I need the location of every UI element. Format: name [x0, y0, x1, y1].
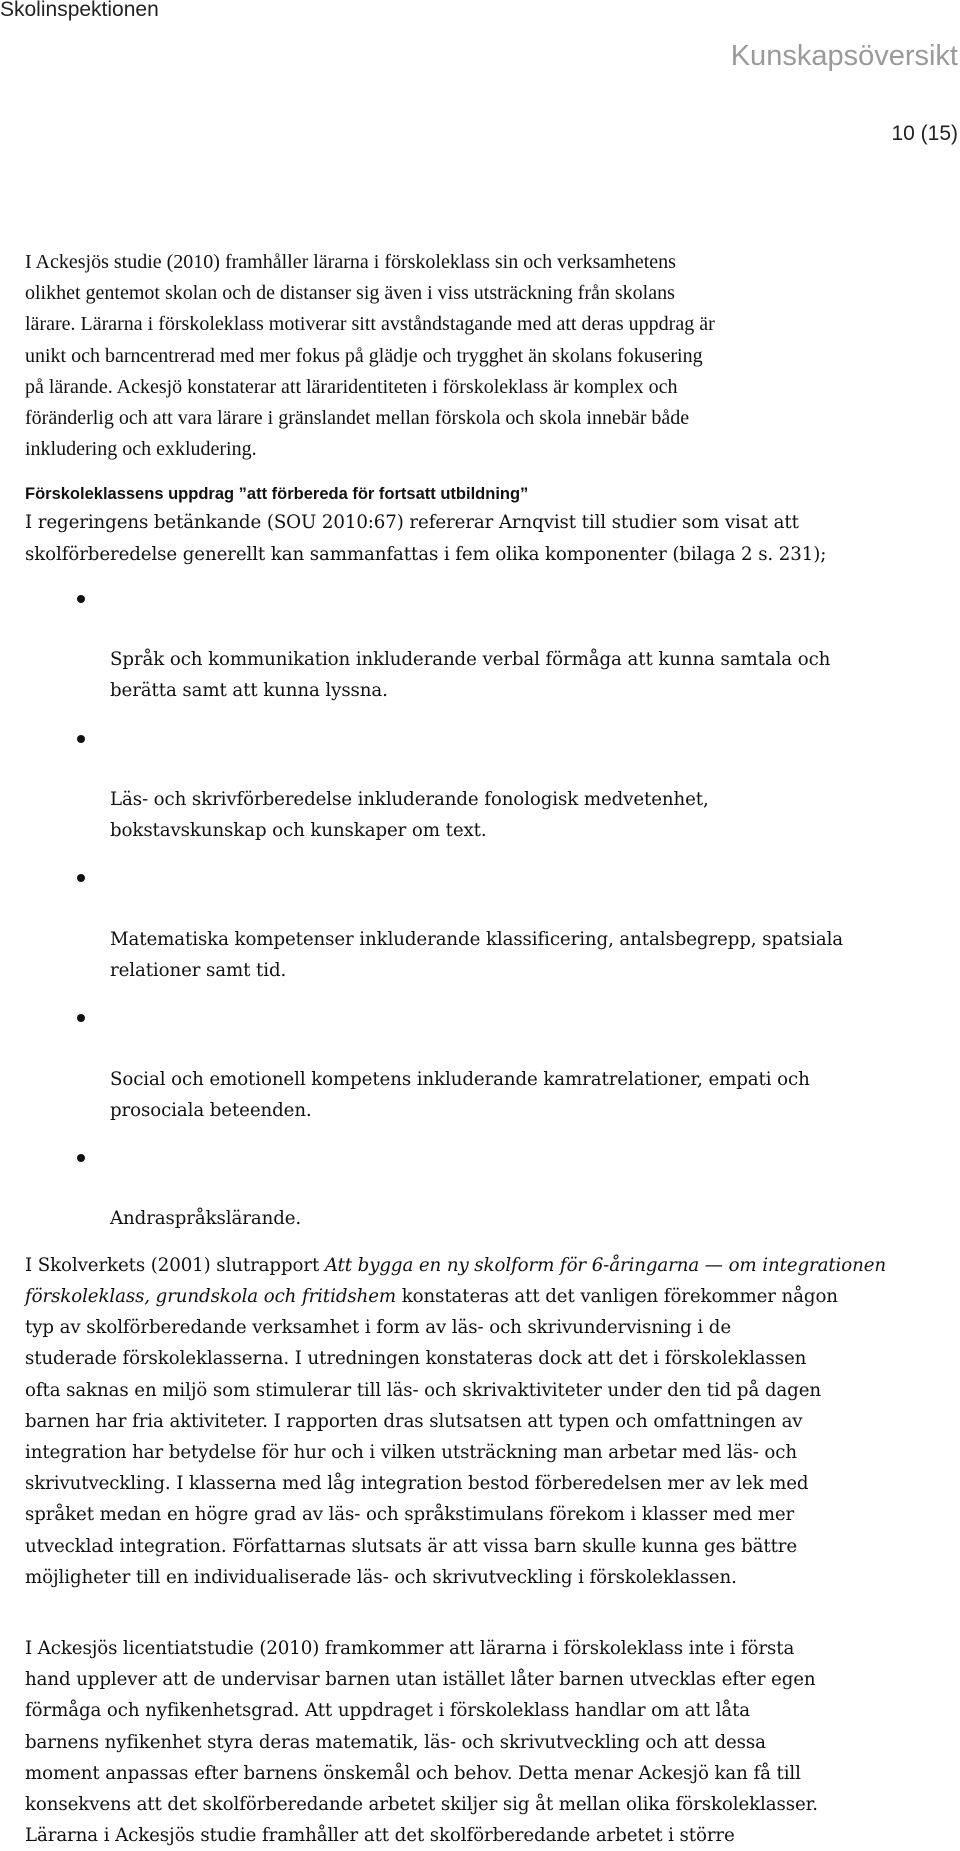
bullet-icon: [77, 595, 85, 603]
list-item-text: Matematiska kompetenser inkluderande klassificering, antalsbegrepp, spatsiala relationer samt tid.: [110, 928, 844, 982]
paragraph-ackesjo-study: I Ackesjös studie (2010) framhåller lärarna i förskoleklass sin och verksamhetens olikhet gentemot skolan och de distanser sig även i viss utsträckning från skolans lärare. Lärarna i förskoleklass motiverar sitt avståndstagande med att deras uppdrag är unikt och barncentrerad med mer fokus på glädje och trygghet än skolans fokusering på lärande. Ackesjö konstaterar att läraridentiteten i förskoleklass är komplex och föränderlig och att vara lärare i gränslandet mellan förskola och skola innebär både inkludering och exkludering.: [25, 251, 715, 461]
list-item: [25, 722, 960, 847]
list-item: [25, 1001, 960, 1126]
list-item: [25, 1141, 960, 1235]
page-number: 10 (15): [891, 122, 958, 145]
bullet-icon: [77, 874, 85, 882]
paragraph-lead: I Skolverkets (2001) slutrapport: [25, 1254, 325, 1276]
document-body: [25, 247, 960, 1851]
list-item-text: Språk och kommunikation inkluderande verbal förmåga att kunna samtala och berätta samt att kunna lyssna.: [110, 649, 831, 702]
components-list: [25, 582, 960, 1235]
list-item-text: Social och emotionell kompetens inkluderande kamratrelationer, empati och prosociala beteenden.: [110, 1068, 810, 1121]
bullet-icon: [77, 1154, 85, 1162]
report-title: Att bygga en ny skolform för 6-åringarna — om integrationen förskoleklass, grundskola och fritidshem: [25, 1254, 886, 1307]
list-item-text: Andraspråkslärande.: [110, 1208, 302, 1230]
paragraph-rest: konstateras att det vanligen förekommer någon typ av skolförberedande verksamhet i form av läs- och skrivundervisning i de studerade förskoleklasserna. I utredningen konstateras dock att det i förskoleklassen ofta saknas en miljö som stimulerar till läs- och skrivaktiviteter under den tid på dagen barnen har fria aktiviteter. I rapporten dras slutsatsen att typen och omfattningen av integration har betydelse för hur och i vilken utsträckning man arbetar med läs- och skrivutveckling. I klasserna med låg integration bestod förberedelsen mer av lek med språket medan en högre grad av läs- och språkstimulans förekom i klasser med mer utvecklad integration. Författarnas slutsats är att vissa barn skulle kunna ges bättre möjligheter till en individualiserade läs- och skrivutveckling i förskoleklassen.: [25, 1285, 838, 1588]
document-title: Kunskapsöversikt: [730, 40, 958, 72]
list-item: [25, 582, 960, 707]
list-item: [25, 861, 960, 986]
bullet-icon: [77, 1014, 85, 1022]
bullet-icon: [77, 735, 85, 743]
paragraph-sou: I regeringens betänkande (SOU 2010:67) refererar Arnqvist till studier som visat att skolförberedelse generellt kan sammanfattas i fem olika komponenter (bilaga 2 s. 231);: [25, 512, 827, 565]
paragraph-licentiate-study: I Ackesjös licentiatstudie (2010) framkommer att lärarna i förskoleklass inte i första hand upplever att de undervisar barnen utan istället låter barnen utvecklas efter egen förmåga och nyfikenhetsgrad. Att uppdraget i förskoleklass handlar om att låta barnens nyfikenhet styra deras matematik, läs- och skrivutveckling och att dessa moment anpassas efter barnens önskemål och behov. Detta menar Ackesjö kan få till konsekvens att det skolförberedande arbetet skiljer sig åt mellan olika förskoleklasser. Lärarna i Ackesjös studie framhåller att det skolförberedande arbetet i större: [25, 1637, 818, 1847]
section-heading: Förskoleklassens uppdrag ”att förbereda för fortsatt utbildning”: [25, 485, 529, 504]
paragraph-skolverket: [25, 1250, 960, 1593]
organization-name: Skolinspektionen: [0, 0, 159, 21]
list-item-text: Läs- och skrivförberedelse inkluderande fonologisk medvetenhet, bokstavskunskap och kunskaper om text.: [110, 789, 709, 842]
